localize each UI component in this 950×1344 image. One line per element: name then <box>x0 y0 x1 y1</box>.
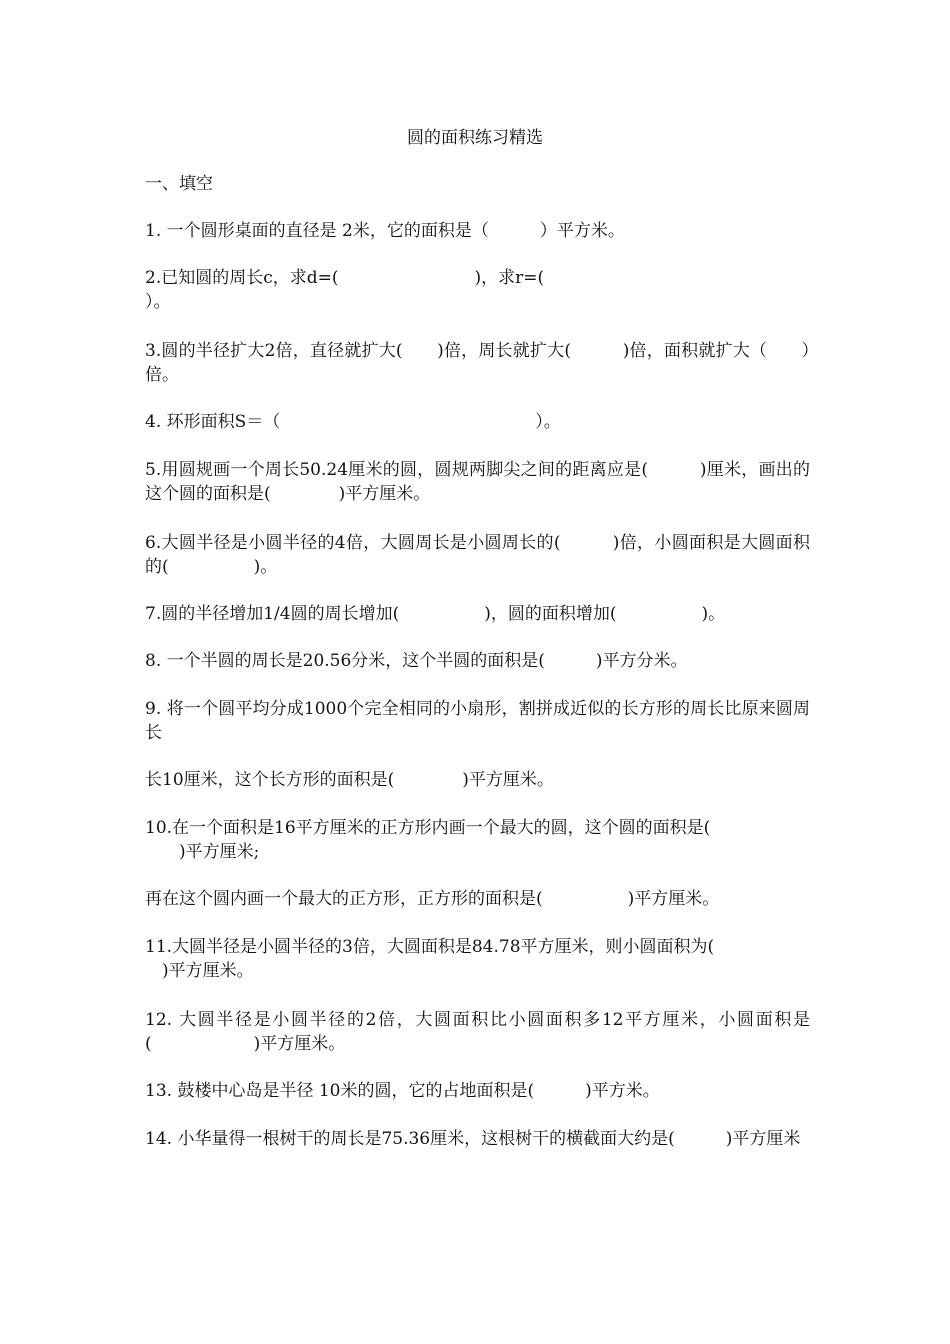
question-14: 14. 小华量得一根树干的周长是75.36厘米，这根树干的横截面大约是( )平方厘米 <box>145 1129 801 1149</box>
question-7: 7.圆的半径增加1/4圆的周长增加( )，圆的面积增加( )。 <box>145 604 726 624</box>
question-3: 3.圆的半径扩大2倍，直径就扩大( )倍，周长就扩大( )倍，面积就扩大（ ）倍。 <box>145 341 810 385</box>
question-9: 9. 将一个圆平均分成1000个完全相同的小扇形，割拼成近似的长方形的周长比原来圆周长 <box>145 699 810 743</box>
section-heading: 一、填空 <box>145 174 213 194</box>
question-5: 5.用圆规画一个周长50.24厘米的圆，圆规两脚尖之间的距离应是( )厘米，画出的这个圆的面积是( )平方厘米。 <box>145 460 810 504</box>
page-title: 圆的面积练习精选 <box>407 128 543 148</box>
question-4: 4. 环形面积S＝（ ）。 <box>145 412 561 432</box>
question-1: 1. 一个圆形桌面的直径是 2米，它的面积是（ ）平方米。 <box>145 221 625 241</box>
question-10: 10.在一个面积是16平方厘米的正方形内画一个最大的圆，这个圆的面积是( )平方厘米; <box>145 818 711 862</box>
question-12: 12. 大圆半径是小圆半径的2倍，大圆面积比小圆面积多12平方厘米，小圆面积是( )平方厘米。 <box>145 1010 810 1054</box>
question-6: 6.大圆半径是小圆半径的4倍，大圆周长是小圆周长的( )倍，小圆面积是大圆面积的( )。 <box>145 533 810 577</box>
question-9-continued: 长10厘米，这个长方形的面积是( )平方厘米。 <box>145 770 554 790</box>
question-10-continued: 再在这个圆内画一个最大的正方形，正方形的面积是( )平方厘米。 <box>145 889 720 909</box>
question-13: 13. 鼓楼中心岛是半径 10米的圆，它的占地面积是( )平方米。 <box>145 1081 660 1101</box>
question-11: 11.大圆半径是小圆半径的3倍，大圆面积是84.78平方厘米，则小圆面积为( )平方厘米。 <box>145 937 715 981</box>
question-2: 2.已知圆的周长c，求d=( )，求r=( ）。 <box>145 268 545 312</box>
question-8: 8. 一个半圆的周长是20.56分米，这个半圆的面积是( )平方分米。 <box>145 651 688 671</box>
